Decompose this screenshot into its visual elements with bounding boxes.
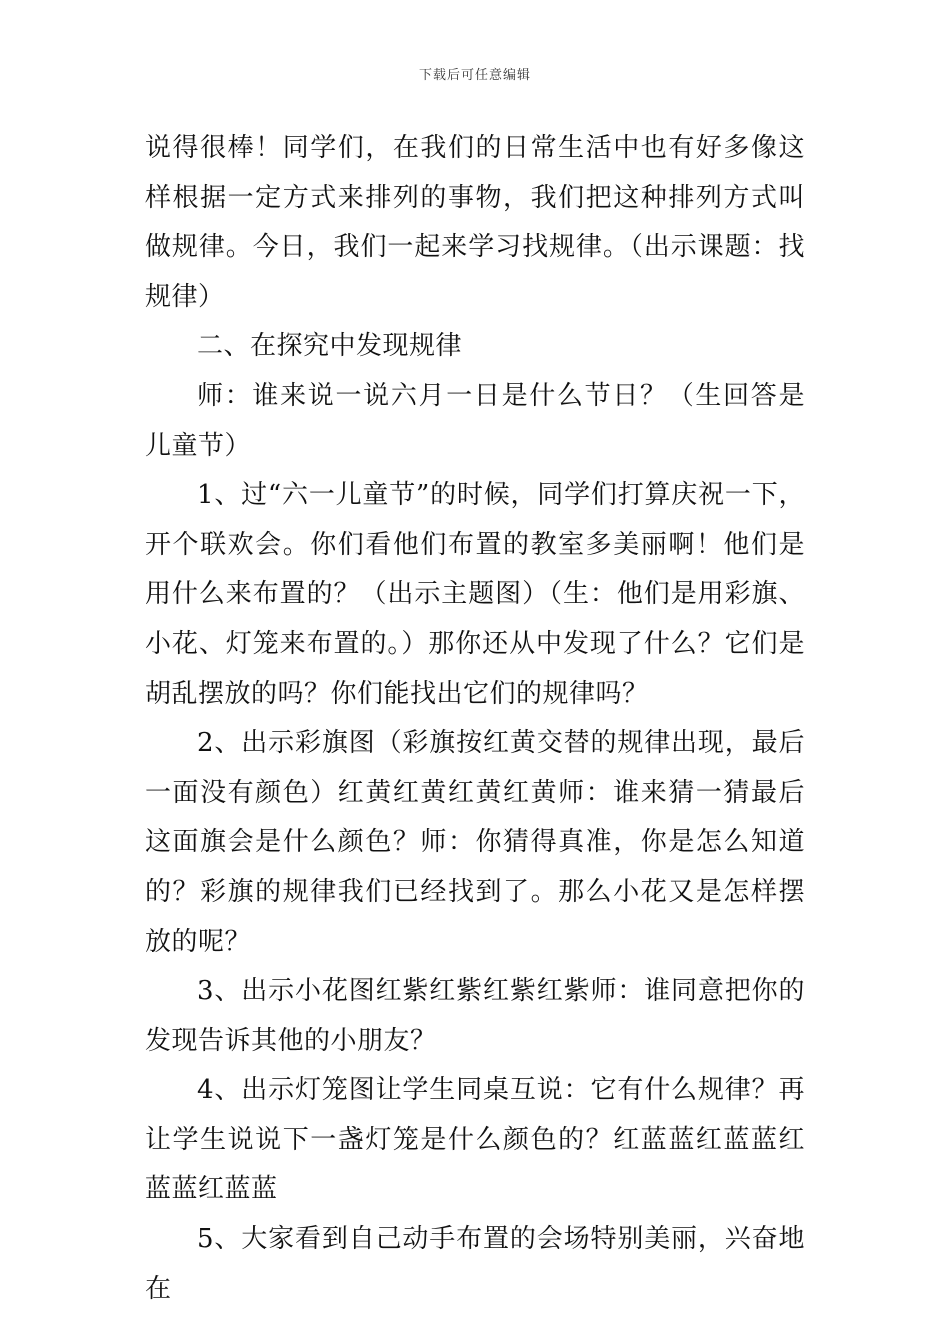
paragraph-intro: 说得很棒！同学们，在我们的日常生活中也有好多像这样根据一定方式来排列的事物，我们把这种排列方式叫做规律。今日，我们一起来学习找规律。（出示课题：找规律） [145,133,805,312]
document-body [145,124,805,1314]
paragraph-item-2: 2、出示彩旗图（彩旗按红黄交替的规律出现，最后一面没有颜色）红黄红黄红黄红黄师：谁来猜一猜最后这面旗会是什么颜色？师：你猜得真准，你是怎么知道的？彩旗的规律我们已经找到了。那么小花又是怎样摆放的呢？ [145,728,805,957]
paragraph-item-1: 1、过“六一儿童节”的时候，同学们打算庆祝一下，开个联欢会。你们看他们布置的教室多美丽啊！他们是用什么来布置的？（出示主题图）（生：他们是用彩旗、小花、灯笼来布置的。）那你还从中发现了什么？它们是胡乱摆放的吗？你们能找出它们的规律吗？ [145,480,805,709]
paragraph-teacher-question: 师：谁来说一说六月一日是什么节日？（生回答是儿童节） [145,380,805,461]
page-header: 下载后可任意编辑 [418,68,531,83]
paragraph-item-5: 5、大家看到自己动手布置的会场特别美丽，兴奋地在 [145,1224,805,1304]
paragraph-item-3: 3、出示小花图红紫红紫红紫红紫师：谁同意把你的发现告诉其他的小朋友？ [145,976,805,1056]
paragraph-item-4: 4、出示灯笼图让学生同桌互说：它有什么规律？再让学生说说下一盏灯笼是什么颜色的？红蓝蓝红蓝蓝红蓝蓝红蓝蓝 [145,1075,805,1205]
section-heading: 二、在探究中发现规律 [197,331,463,362]
